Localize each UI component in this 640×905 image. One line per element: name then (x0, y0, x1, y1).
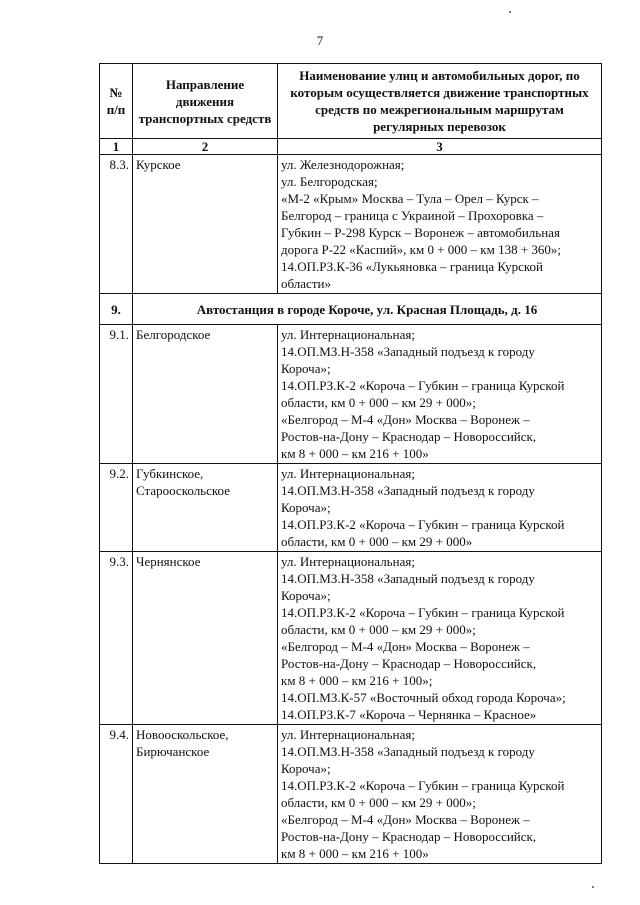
road-entry: Короча»; (281, 361, 331, 376)
road-entry: Короча»; (281, 588, 331, 603)
row-direction: Новооскольское, Бирючанское (133, 725, 278, 864)
road-entry: области» (281, 276, 331, 291)
row-number: 9.3. (100, 552, 133, 725)
road-entry: ул. Интернациональная; (281, 466, 415, 481)
road-entry: ул. Белгородская; (281, 174, 378, 189)
header-roads: Наименование улиц и автомобильных дорог, по которым осуществляется движение транспортных средств по межрегиональным маршрутам регулярных перевозок (278, 64, 602, 139)
row-number: 9.1. (100, 325, 133, 464)
road-entry: области, км 0 + 000 – км 29 + 000» (281, 534, 473, 549)
road-entry: 14.ОП.РЗ.К-36 «Лукьяновка – граница Курской (281, 259, 543, 274)
road-entry: Ростов-на-Дону – Краснодар – Новороссийск, (281, 656, 537, 671)
road-entry: 14.ОП.МЗ.Н-358 «Западный подъезд к городу (281, 571, 535, 586)
table-row (100, 155, 602, 294)
row-direction: Белгородское (133, 325, 278, 464)
road-entry: дорога Р-22 «Каспий», км 0 + 000 – км 138 + 360»; (281, 242, 562, 257)
road-entry: «М-2 «Крым» Москва – Тула – Орел – Курск – (281, 191, 539, 206)
row-roads (278, 552, 602, 725)
column-number: 2 (133, 139, 278, 155)
road-entry: 14.ОП.МЗ.К-57 «Восточный обход города Короча»; (281, 690, 566, 705)
row-roads (278, 155, 602, 294)
table-row (100, 552, 602, 725)
road-entry: «Белгород – М-4 «Дон» Москва – Воронеж – (281, 812, 530, 827)
row-direction: Чернянское (133, 552, 278, 725)
road-entry: 14.ОП.РЗ.К-2 «Короча – Губкин – граница Курской (281, 778, 565, 793)
header-number: № п/п (100, 64, 133, 139)
section-row (100, 294, 602, 325)
row-number: 8.3. (100, 155, 133, 294)
road-entry: 14.ОП.РЗ.К-2 «Короча – Губкин – граница Курской (281, 517, 565, 532)
road-entry: Короча»; (281, 500, 331, 515)
road-entry: ул. Интернациональная; (281, 554, 415, 569)
road-entry: Губкин – Р-298 Курск – Воронеж – автомобильная (281, 225, 560, 240)
table-row (100, 725, 602, 864)
road-entry: «Белгород – М-4 «Дон» Москва – Воронеж – (281, 639, 530, 654)
header-direction: Направление движения транспортных средств (133, 64, 278, 139)
road-entry: области, км 0 + 000 – км 29 + 000»; (281, 795, 476, 810)
road-entry: Ростов-на-Дону – Краснодар – Новороссийск, (281, 429, 537, 444)
road-entry: Белгород – граница с Украиной – Прохоровка – (281, 208, 544, 223)
road-entry: области, км 0 + 000 – км 29 + 000»; (281, 395, 476, 410)
row-roads (278, 464, 602, 552)
road-entry: «Белгород – М-4 «Дон» Москва – Воронеж – (281, 412, 530, 427)
row-roads (278, 725, 602, 864)
road-entry: км 8 + 000 – км 216 + 100» (281, 846, 429, 861)
road-entry: 14.ОП.МЗ.Н-358 «Западный подъезд к городу (281, 483, 535, 498)
row-roads (278, 325, 602, 464)
row-number: 9.4. (100, 725, 133, 864)
column-number: 1 (100, 139, 133, 155)
road-entry: 14.ОП.РЗ.К-2 «Короча – Губкин – граница Курской (281, 378, 565, 393)
table-row (100, 325, 602, 464)
road-entry: Ростов-на-Дону – Краснодар – Новороссийск, (281, 829, 537, 844)
row-direction: Курское (133, 155, 278, 294)
section-title: Автостанция в городе Короче, ул. Красная Площадь, д. 16 (133, 294, 602, 325)
road-entry: Короча»; (281, 761, 331, 776)
row-number: 9.2. (100, 464, 133, 552)
column-number: 3 (278, 139, 602, 155)
road-entry: км 8 + 000 – км 216 + 100»; (281, 673, 433, 688)
scan-speck (592, 886, 594, 888)
table-header-row (100, 64, 602, 139)
road-entry: 14.ОП.МЗ.Н-358 «Западный подъезд к городу (281, 744, 535, 759)
road-entry: ул. Интернациональная; (281, 327, 415, 342)
road-entry: области, км 0 + 000 – км 29 + 000»; (281, 622, 476, 637)
road-entry: 14.ОП.МЗ.Н-358 «Западный подъезд к городу (281, 344, 535, 359)
road-entry: км 8 + 000 – км 216 + 100» (281, 446, 429, 461)
page-number: 7 (316, 33, 324, 48)
road-entry: ул. Интернациональная; (281, 727, 415, 742)
section-number: 9. (100, 294, 133, 325)
routes-table (99, 63, 602, 864)
road-entry: 14.ОП.РЗ.К-7 «Короча – Чернянка – Красное» (281, 707, 537, 722)
scan-speck (509, 11, 511, 13)
road-entry: ул. Железнодорожная; (281, 157, 405, 172)
road-entry: 14.ОП.РЗ.К-2 «Короча – Губкин – граница Курской (281, 605, 565, 620)
column-number-row (100, 139, 602, 155)
table-row (100, 464, 602, 552)
row-direction: Губкинское, Старооскольское (133, 464, 278, 552)
